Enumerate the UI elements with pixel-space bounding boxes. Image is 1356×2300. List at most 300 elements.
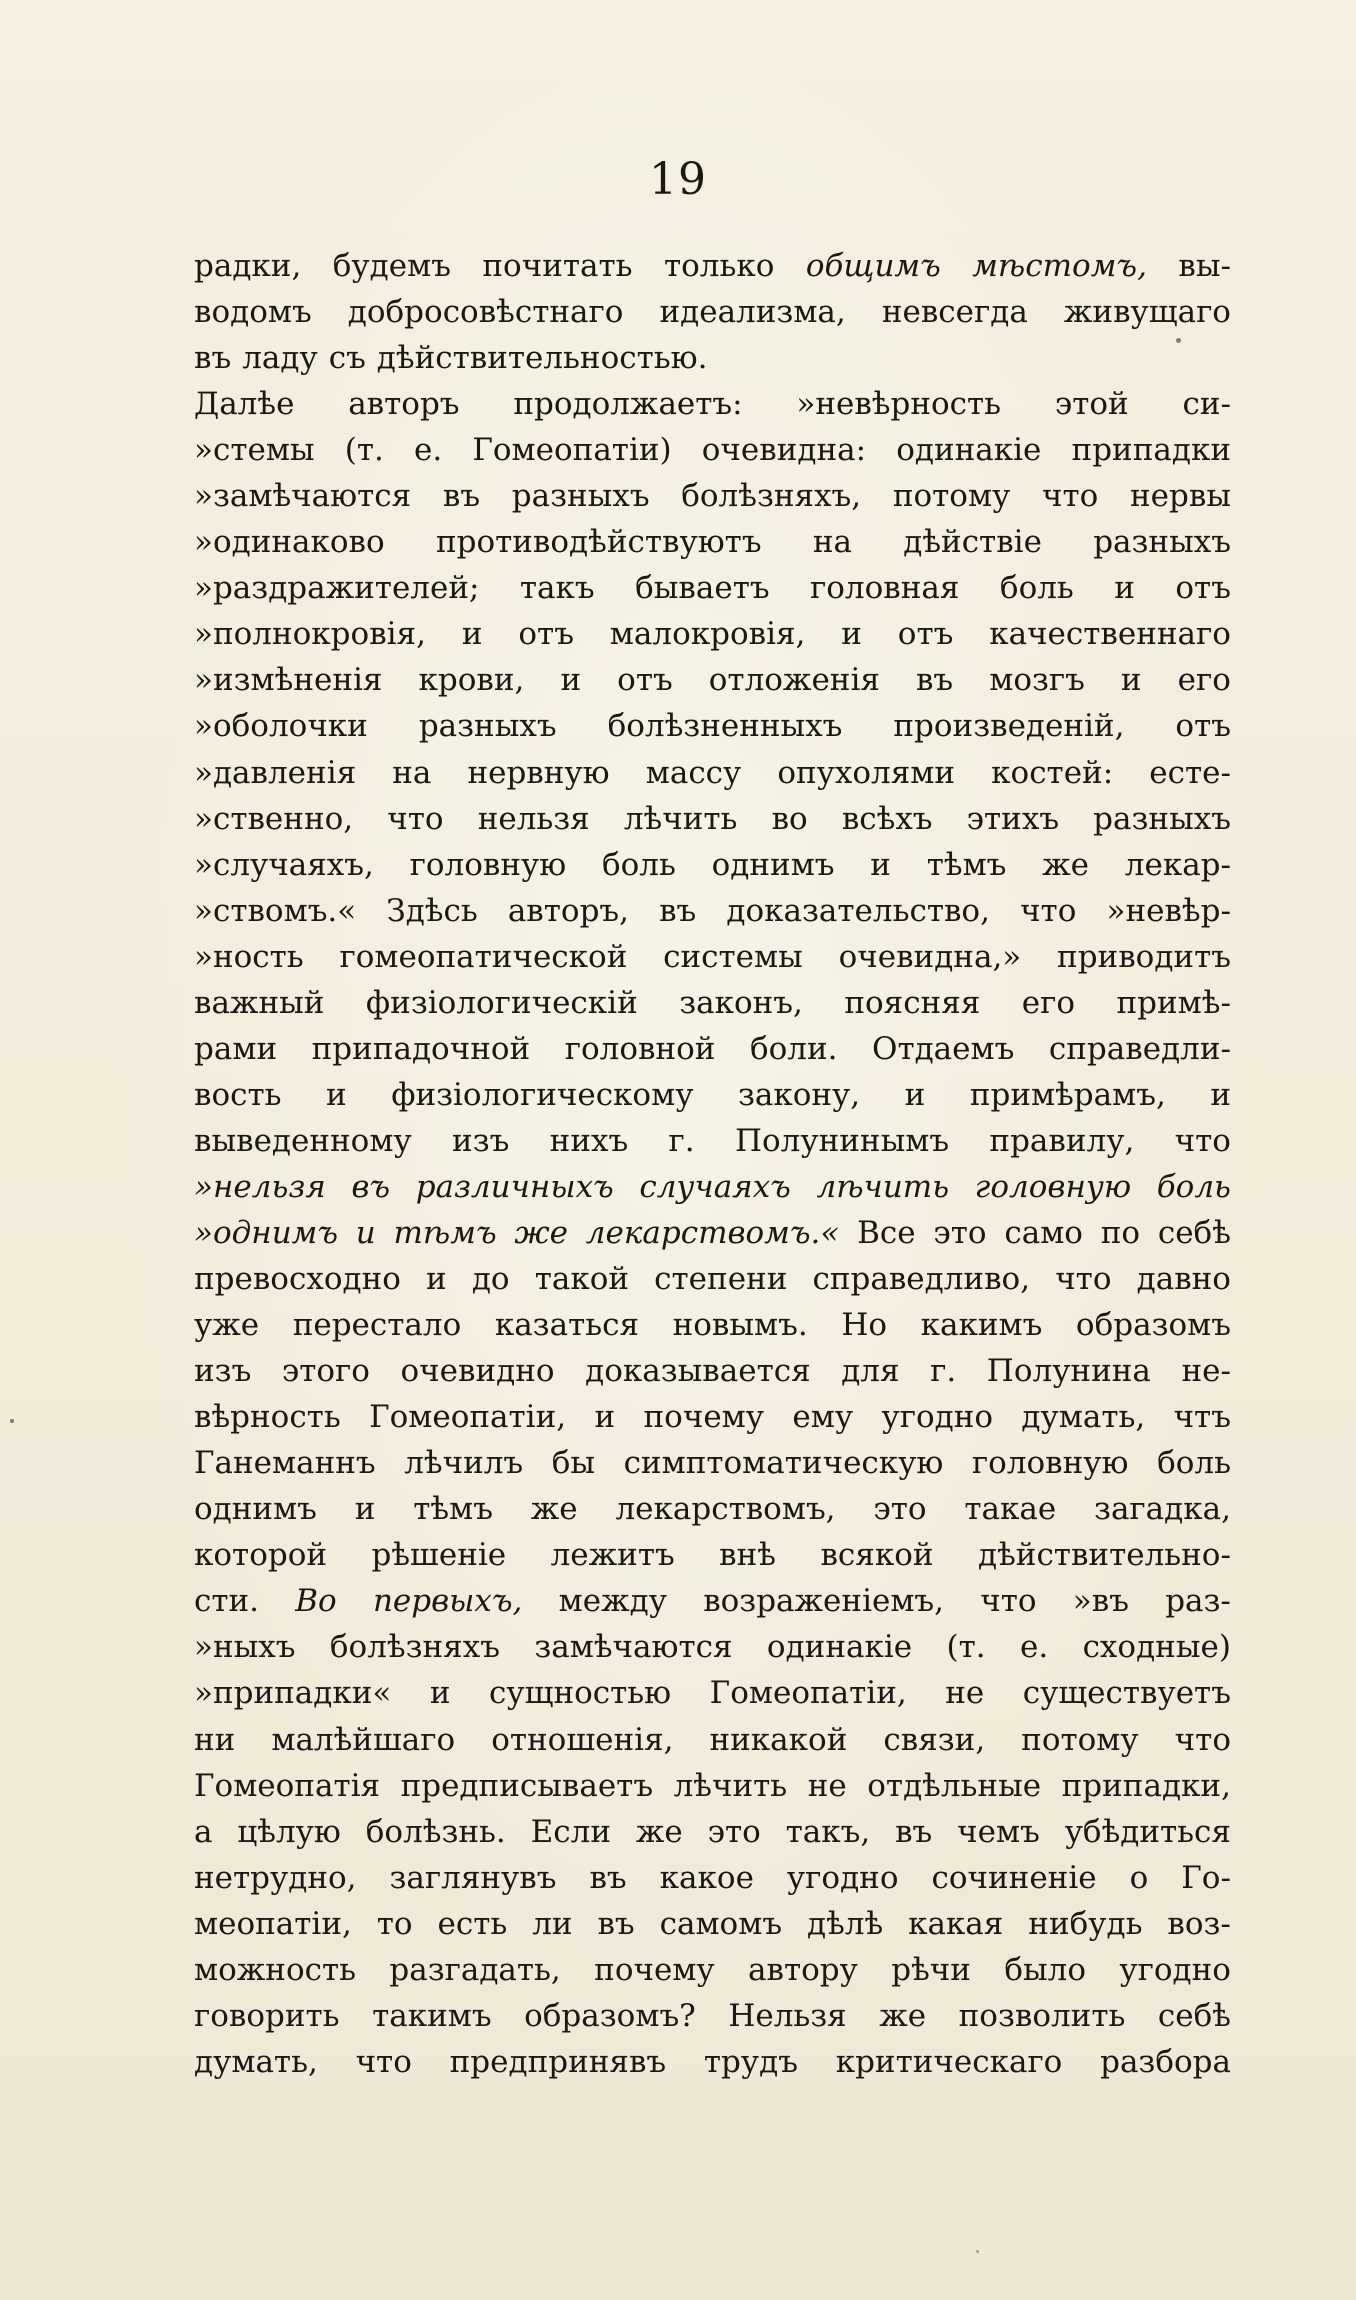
word: думать, [194,2043,318,2080]
word: лежитъ [550,1537,675,1574]
word: позволить [958,1997,1126,2034]
word: живущаго [1063,294,1231,331]
word: важный [194,984,325,1021]
word: во [771,800,808,837]
word: что [1020,892,1077,929]
word: первыхъ, [372,1583,523,1620]
word: боль [601,846,676,883]
word: физіологическій [365,984,638,1021]
word: и [560,662,582,699]
word: заглянувъ [389,1859,557,1896]
word: болѣзняхъ, [681,478,862,515]
word: е. [414,432,443,469]
word: си- [1182,386,1231,423]
word: и [1210,1076,1231,1113]
word: же [879,1997,927,2034]
word: отъ [518,616,574,653]
word: г. [930,1353,957,1390]
word: воз- [1167,1905,1231,1942]
word: Гомеопатіи, [709,1675,907,1712]
word: »измѣненія [194,662,383,699]
word: дѣлѣ [806,1905,884,1942]
text-line [194,657,1231,703]
word: радки, [194,248,302,284]
word: одинакіе [896,432,1042,469]
word: было [1004,1951,1087,1988]
word: »ныхъ [194,1629,296,1666]
word: отъ [1175,570,1231,607]
text-line [194,1348,1231,1394]
word: угодно [881,1399,994,1436]
word: не [945,1675,985,1712]
word: всякой [820,1537,934,1574]
word: вы- [1178,248,1231,284]
word: и [1120,662,1142,699]
word: очевидна: [701,432,867,469]
word: однимъ [711,846,835,883]
word: разгадать, [389,1951,561,1988]
word: сущностью [489,1675,672,1712]
word: разныхъ [1093,524,1231,561]
text-line [194,611,1231,657]
word: ему [792,1399,854,1436]
word: симптоматическую [623,1445,944,1482]
word: Полунинымъ [734,1122,950,1159]
word: приводитъ [1057,938,1231,975]
word: трудъ [703,2043,798,2080]
word: что [1174,1721,1231,1758]
word: всѣхъ [841,800,933,837]
word: говорить [194,1997,340,2034]
text-line [194,1578,1231,1624]
word: самомъ [659,1905,783,1942]
word: между [558,1583,667,1620]
word: замѣчаются [534,1629,733,1666]
word: себѣ [1157,1997,1231,2034]
word: болѣзнь. [365,1813,506,1850]
text-line [194,565,1231,611]
text-line [194,381,1231,427]
word: Но [841,1307,888,1344]
word: »невѣр- [1106,892,1231,929]
text-line [194,1440,1231,1486]
text-line [194,1486,1231,1532]
text-line [194,1302,1231,1348]
ink-speck [976,2250,979,2253]
word: »случаяхъ, [194,846,374,883]
word: дѣйствительно- [978,1537,1231,1574]
word: лѣчилъ [404,1445,524,1482]
word: нибудь [1028,1905,1143,1942]
word: что [1055,1261,1112,1298]
body-text [194,243,1231,2085]
word: »ственно, [194,800,354,837]
word: бы [551,1445,596,1482]
word: отдѣльные [867,1767,1042,1804]
text-line [194,1072,1231,1118]
word: и [426,1261,447,1298]
word: чемъ [957,1813,1040,1850]
word: доказательство, [726,892,990,929]
word: изъ [194,1353,252,1390]
text-line [194,1394,1231,1440]
word: одинакіе [766,1629,913,1666]
word: предписываетъ [400,1767,654,1804]
word: уже [194,1307,260,1344]
word: справедли- [1048,1030,1231,1067]
text-line [194,427,1231,473]
word: существуетъ [1022,1675,1231,1712]
word: превосходно [194,1261,401,1298]
word: »невѣрность [796,386,1002,423]
word: загадка, [1094,1491,1231,1528]
word: примѣ- [1116,984,1231,1021]
word: Здѣсь [386,892,478,929]
word: на [812,524,852,561]
word: что [980,1583,1037,1620]
word: случаяхъ [639,1168,791,1205]
word: идеализма, [659,294,846,331]
text-line [194,335,1231,381]
word: Го- [1181,1859,1231,1896]
word: же [635,1813,683,1850]
word: и [870,846,891,883]
word: нельзя [477,800,590,837]
word: физіологическому [391,1076,694,1113]
word: отложенія [708,662,880,699]
word: головную [974,1168,1132,1205]
word: въ [597,1905,635,1942]
word: почему [594,1951,715,1988]
word: и [429,1675,451,1712]
word: въ [915,662,954,699]
word: »стемы [194,432,315,469]
word: добросовѣстнаго [347,294,624,331]
word: лѣчить [816,1168,950,1205]
word: (т. [946,1629,986,1666]
word: и [354,1491,376,1528]
word: справедливо, [812,1261,1031,1298]
word: Далѣе [194,386,295,423]
word: головную [409,846,567,883]
word: Ганеманнъ [194,1445,376,1482]
text-line [194,519,1231,565]
word: ладу [242,340,318,377]
word: очевидна,» [838,938,1022,975]
word: что [387,800,444,837]
word: противодѣйствуютъ [435,524,762,561]
word: Все [857,1214,916,1251]
word: »раздражителей; [194,570,480,607]
word: только [663,248,775,284]
text-line [194,1256,1231,1302]
word: мѣстомъ, [972,248,1147,284]
word: цѣлую [237,1813,341,1850]
word: предпринявъ [449,2043,667,2080]
word: же [1042,846,1090,883]
word: въ [659,892,697,929]
word: какимъ [920,1307,1043,1344]
word: какое [659,1859,754,1896]
text-line [194,1164,1231,1210]
word: припадки [1071,432,1231,469]
word: образомъ? [524,1997,696,2034]
word: массу [645,754,742,791]
word: о [1129,1859,1149,1896]
word: опухолями [777,754,956,791]
word: что [355,2043,412,2080]
word: потому [1021,1721,1139,1758]
word: есте- [1149,754,1231,791]
word: его [1177,662,1231,699]
word: и [594,1399,616,1436]
word: »припадки« [194,1675,392,1712]
word: такимъ [372,1997,492,2034]
word: »одинаково [194,524,385,561]
word: это [873,1491,927,1528]
word: же [530,1491,578,1528]
text-line [194,888,1231,934]
word: Если [530,1813,611,1850]
word: головную [971,1445,1129,1482]
word: лѣчить [623,800,738,837]
word: сти. [194,1583,260,1620]
word: тѣмъ [413,1491,493,1528]
word: вѣрность [194,1399,341,1436]
word: закону, [737,1076,861,1113]
word: системы [663,938,803,975]
text-line [194,1855,1231,1901]
word: нетрудно, [194,1859,357,1896]
word: и [326,1076,347,1113]
word: г. [668,1122,695,1159]
word: лекар- [1124,846,1231,883]
word: болѣзняхъ [329,1629,500,1666]
word: а [194,1813,213,1850]
word: малокровія, [609,616,806,653]
word: »ствомъ.« [194,892,357,929]
word: въ [895,1813,933,1850]
word: ли [532,1905,573,1942]
text-line [194,703,1231,749]
word: продолжаетъ: [513,386,743,423]
word: автору [748,1951,858,1988]
word: доказывается [585,1353,811,1390]
word: лекарствомъ, [615,1491,836,1528]
text-line [194,1763,1231,1809]
word: »однимъ [194,1214,339,1251]
word: этой [1054,386,1129,423]
word: для [841,1353,900,1390]
word: разбора [1100,2043,1231,2080]
word: въ [194,340,232,377]
word: по [1100,1214,1141,1251]
word: связи, [883,1721,986,1758]
word: мозгъ [989,662,1085,699]
word: тѣмъ [393,1214,497,1251]
word: боль [1157,1445,1231,1482]
word: же [514,1214,569,1251]
word: степени [654,1261,788,1298]
word: его [1021,984,1076,1021]
word: бываетъ [635,570,770,607]
word: не [807,1767,847,1804]
word: сочиненіе [931,1859,1097,1896]
word: убѣдиться [1064,1813,1231,1850]
ink-speck [10,1419,14,1423]
word: »замѣчаются [194,478,412,515]
word: такой [534,1261,630,1298]
page-number: 19 [649,154,707,205]
word: костей: [991,754,1114,791]
word: ни [194,1721,236,1758]
word: внѣ [719,1537,776,1574]
word: нихъ [549,1122,629,1159]
word: съ [328,340,366,377]
word: чтъ [1173,1399,1231,1436]
word: Гомеопатіи, [369,1399,567,1436]
word: отъ [1175,708,1231,745]
word: Во [295,1583,337,1620]
word: перестало [292,1307,462,1344]
word: въ [442,478,481,515]
text-line [194,842,1231,888]
word: образомъ [1075,1307,1231,1344]
text-line [194,796,1231,842]
word: и [355,1214,376,1251]
text-line [194,1210,1231,1256]
word: угодно [786,1859,899,1896]
word: Полунина [986,1353,1151,1390]
word: правилу, [989,1122,1135,1159]
word: отношенія, [491,1721,674,1758]
word: въ [351,1168,391,1205]
word: поясняя [844,984,981,1021]
word: такъ, [785,1813,871,1850]
word: законъ, [679,984,803,1021]
word: и [461,616,483,653]
word: выведенному [194,1122,412,1159]
word: »полнокровія, [194,616,426,653]
word: общимъ [805,248,941,284]
text-line [194,1901,1231,1947]
word: есть [437,1905,508,1942]
word: качественнаго [989,616,1231,653]
word: е. [1019,1629,1049,1666]
word: отъ [897,616,954,653]
word: произведеній, [893,708,1125,745]
word: такъ [519,570,595,607]
text-line [194,1809,1231,1855]
word: боль [1156,1168,1231,1205]
word: болѣзненныхъ [607,708,843,745]
word: критическаго [835,2043,1063,2080]
word: до [471,1261,510,1298]
word: боли. [749,1030,838,1067]
text-line [194,1670,1231,1716]
word: угодно [1119,1951,1231,1988]
word: рѣчи [891,1951,971,1988]
text-line [194,1947,1231,1993]
word: на [392,754,432,791]
word: изъ [452,1122,510,1159]
word: рами [194,1030,278,1067]
word: думать, [1021,1399,1146,1436]
word: и [904,1076,926,1113]
word: будемъ [332,248,451,284]
word: сходные) [1082,1629,1231,1666]
word: давно [1136,1261,1231,1298]
text-line [194,750,1231,796]
word: этого [281,1353,370,1390]
word: головная [810,570,960,607]
word: никакой [709,1721,848,1758]
word: то [376,1905,413,1942]
word: »въ [1072,1583,1129,1620]
word: отъ [617,662,673,699]
word: такае [964,1491,1057,1528]
word: примѣрамъ, [969,1076,1166,1113]
word: нервы [1130,478,1231,515]
word: можность [194,1951,357,1988]
text-line [194,1532,1231,1578]
word: припадочной [311,1030,531,1067]
word: что [1174,1122,1231,1159]
word: вость [194,1076,282,1113]
word: очевидно [400,1353,555,1390]
word: Отдаемъ [872,1030,1015,1067]
text-line [194,934,1231,980]
text-line [194,289,1231,335]
word: разныхъ [511,478,650,515]
word: само [1004,1214,1083,1251]
word: невсегда [881,294,1028,331]
text-line [194,1118,1231,1164]
word: разныхъ [418,708,557,745]
word: новымъ. [672,1307,808,1344]
word: потому [892,478,1011,515]
word: это [933,1214,987,1251]
word: боль [999,570,1074,607]
word: тѣмъ [926,846,1007,883]
word: возраженіемъ, [703,1583,945,1620]
ink-speck [1176,338,1181,343]
word: головной [564,1030,716,1067]
word: меопатіи, [194,1905,352,1942]
word: авторъ, [507,892,629,929]
word: Нельзя [728,1997,847,2034]
word: »оболочки [194,708,368,745]
word: припадки, [1061,1767,1231,1804]
word: какая [908,1905,1004,1942]
word: малѣйшаго [271,1721,456,1758]
word: казаться [494,1307,640,1344]
word: однимъ [194,1491,317,1528]
word: авторъ [348,386,460,423]
word: рѣшеніе [371,1537,507,1574]
word: »ность [194,938,304,975]
word: этихъ [966,800,1060,837]
word: и [1114,570,1135,607]
word: (т. [344,432,384,469]
word: себѣ [1157,1214,1231,1251]
word: которой [194,1537,328,1574]
text-line [194,980,1231,1026]
text-line [194,1624,1231,1670]
word: лѣчить [673,1767,788,1804]
word: въ [589,1859,627,1896]
word: дѣйствіе [903,524,1042,561]
